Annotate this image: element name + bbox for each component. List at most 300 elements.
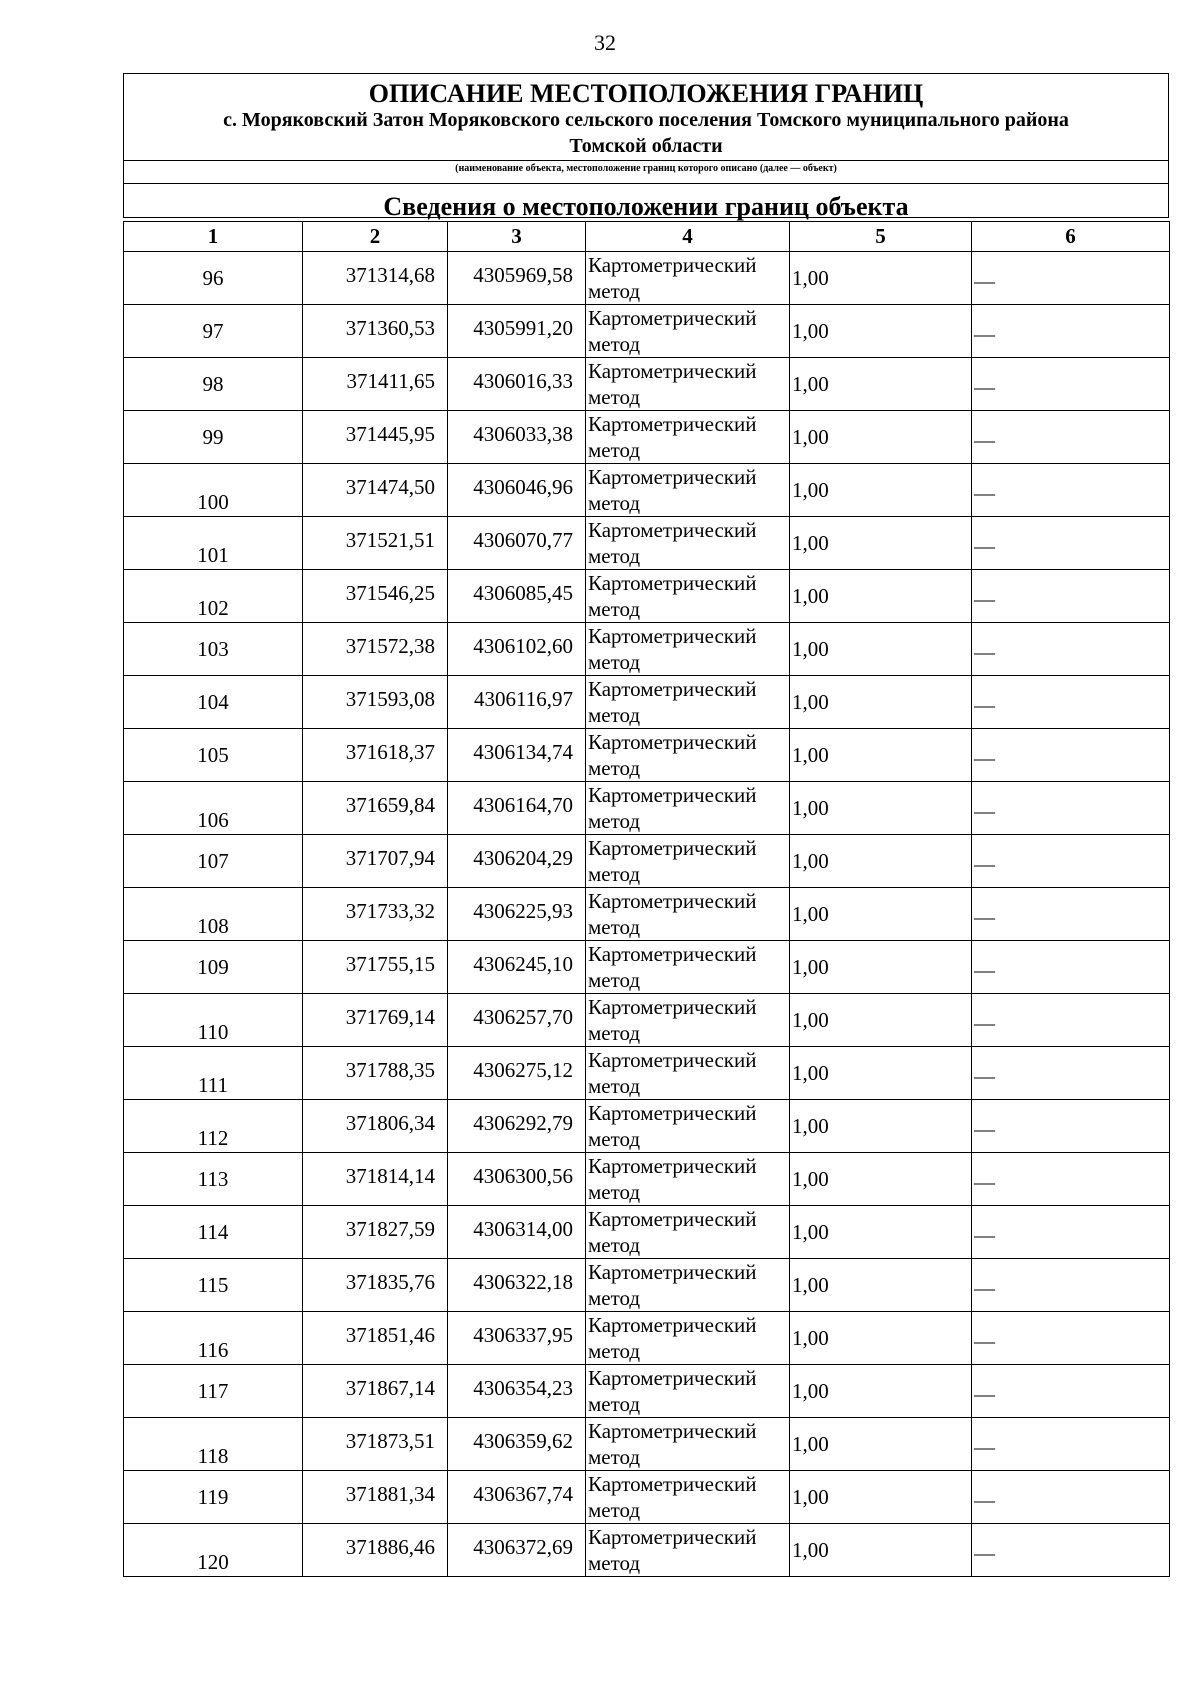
description-dash: — [974,958,995,982]
point-number: 111 [198,1072,228,1097]
point-number-cell [124,1418,303,1471]
accuracy-cell [790,1365,972,1418]
accuracy-cell [790,888,972,941]
coord-y-cell [448,1047,586,1100]
coord-y-cell [448,464,586,517]
point-number: 113 [197,1166,229,1191]
method-cell [586,1259,790,1312]
description-cell [972,1365,1170,1418]
description-dash: — [974,1276,995,1300]
method-cell [586,305,790,358]
point-number: 117 [197,1378,229,1403]
point-number: 104 [197,689,229,714]
table-row [124,1312,1170,1365]
accuracy-value: 1,00 [792,477,829,502]
method-line-1: Картометрический [588,1366,757,1390]
description-dash: — [974,905,995,929]
document-header [123,73,1169,221]
point-number: 96 [202,265,224,290]
method-line-1: Картометрический [588,1207,757,1231]
coord-y-cell [448,305,586,358]
coord-y: 4306102,60 [473,633,573,658]
accuracy-cell [790,1047,972,1100]
coord-y-cell [448,570,586,623]
method-cell [586,1365,790,1418]
method-line-2: метод [588,756,641,780]
coord-x-cell [303,1471,448,1524]
description-cell [972,1471,1170,1524]
document-title: ОПИСАНИЕ МЕСТОПОЛОЖЕНИЯ ГРАНИЦ [368,79,924,108]
method-cell [586,358,790,411]
description-dash: — [974,799,995,823]
accuracy-cell [790,305,972,358]
table-row [124,411,1170,464]
coord-x-cell [303,941,448,994]
description-dash: — [974,640,995,664]
coord-x: 371814,14 [345,1163,435,1188]
coord-y-cell [448,358,586,411]
method-line-2: метод [588,544,641,568]
coord-y-cell [448,1418,586,1471]
method-line-1: Картометрический [588,412,757,436]
coord-y-cell [448,888,586,941]
accuracy-cell [790,676,972,729]
column-header-6: 6 [972,222,1170,252]
accuracy-value: 1,00 [792,1378,829,1403]
method-cell [586,1206,790,1259]
method-line-1: Картометрический [588,1154,757,1178]
coord-x: 371521,51 [345,527,435,552]
coord-y: 4306275,12 [473,1057,573,1082]
method-line-1: Картометрический [588,889,757,913]
coord-x: 371360,53 [345,315,435,340]
coord-x-cell [303,782,448,835]
coord-y: 4306300,56 [473,1163,573,1188]
point-number: 115 [197,1272,229,1297]
accuracy-cell [790,835,972,888]
method-line-2: метод [588,279,641,303]
method-line-2: метод [588,438,641,462]
coord-y-cell [448,835,586,888]
coord-x-cell [303,729,448,782]
table-row [124,1100,1170,1153]
point-number-cell [124,676,303,729]
description-cell [972,1418,1170,1471]
method-line-1: Картометрический [588,571,757,595]
point-number: 110 [197,1019,229,1044]
description-cell [972,358,1170,411]
description-dash: — [974,1064,995,1088]
method-cell [586,835,790,888]
accuracy-value: 1,00 [792,1537,829,1562]
method-cell [586,1524,790,1577]
coord-x-cell [303,464,448,517]
coord-x-cell [303,1524,448,1577]
table-row [124,1365,1170,1418]
column-header-1: 1 [124,222,303,252]
description-dash: — [974,693,995,717]
method-line-2: метод [588,385,641,409]
description-dash: — [974,269,995,293]
accuracy-value: 1,00 [792,901,829,926]
coord-x: 371806,34 [345,1110,435,1135]
table-row [124,835,1170,888]
accuracy-cell [790,1153,972,1206]
description-cell [972,1312,1170,1365]
coord-y: 4306292,79 [473,1110,573,1135]
table-row [124,1524,1170,1577]
description-dash: — [974,1329,995,1353]
description-cell [972,252,1170,305]
description-dash: — [974,481,995,505]
table-row [124,1471,1170,1524]
method-line-1: Картометрический [588,306,757,330]
column-header-3: 3 [448,222,586,252]
accuracy-value: 1,00 [792,848,829,873]
accuracy-value: 1,00 [792,1166,829,1191]
method-cell [586,888,790,941]
method-line-2: метод [588,597,641,621]
description-cell [972,1100,1170,1153]
table-row [124,676,1170,729]
coord-x: 371593,08 [345,686,435,711]
coord-y-cell [448,1365,586,1418]
table-row [124,1418,1170,1471]
method-cell [586,782,790,835]
method-line-2: метод [588,1074,641,1098]
point-number-cell [124,358,303,411]
table-body [124,252,1170,1577]
section-title: Сведения о местоположении границ объекта [124,183,1168,218]
method-line-1: Картометрический [588,253,757,277]
description-cell [972,941,1170,994]
coord-x: 371755,15 [345,951,435,976]
object-name-line-2: Томской области [569,135,723,157]
description-cell [972,1206,1170,1259]
accuracy-cell [790,941,972,994]
coord-y-cell [448,941,586,994]
accuracy-cell [790,623,972,676]
description-dash: — [974,534,995,558]
method-line-1: Картометрический [588,1101,757,1125]
description-cell [972,1524,1170,1577]
point-number-cell [124,835,303,888]
coord-y-cell [448,994,586,1047]
point-number-cell [124,1471,303,1524]
coord-y: 4306016,33 [473,368,573,393]
method-line-2: метод [588,332,641,356]
coord-x: 371769,14 [345,1004,435,1029]
coord-y: 4306134,74 [473,739,573,764]
coord-y-cell [448,782,586,835]
accuracy-value: 1,00 [792,1272,829,1297]
accuracy-cell [790,729,972,782]
point-number: 100 [197,489,229,514]
accuracy-cell [790,1100,972,1153]
accuracy-cell [790,994,972,1047]
coord-y: 4306033,38 [473,421,573,446]
table-row [124,1206,1170,1259]
accuracy-cell [790,1259,972,1312]
method-line-1: Картометрический [588,677,757,701]
description-dash: — [974,1011,995,1035]
coord-y: 4306085,45 [473,580,573,605]
coord-x: 371886,46 [345,1534,435,1559]
coord-x-cell [303,1312,448,1365]
point-number-cell [124,1524,303,1577]
coord-y-cell [448,1206,586,1259]
method-line-1: Картометрический [588,783,757,807]
accuracy-value: 1,00 [792,1113,829,1138]
accuracy-cell [790,1418,972,1471]
method-line-1: Картометрический [588,1048,757,1072]
column-header-4: 4 [586,222,790,252]
description-cell [972,782,1170,835]
method-cell [586,1047,790,1100]
description-dash: — [974,1435,995,1459]
coord-y: 4306070,77 [473,527,573,552]
point-number-cell [124,464,303,517]
method-cell [586,1153,790,1206]
point-number-cell [124,994,303,1047]
object-name-line-1: с. Моряковский Затон Моряковского сельского поселения Томского муниципального района [223,109,1069,131]
coord-y-cell [448,1471,586,1524]
table-row [124,358,1170,411]
coord-x-cell [303,1100,448,1153]
method-line-2: метод [588,1339,641,1363]
method-line-1: Картометрический [588,836,757,860]
point-number: 116 [197,1337,229,1362]
accuracy-value: 1,00 [792,1431,829,1456]
description-dash: — [974,322,995,346]
method-cell [586,729,790,782]
method-line-1: Картометрический [588,730,757,754]
accuracy-value: 1,00 [792,636,829,661]
point-number-cell [124,782,303,835]
method-line-2: метод [588,1021,641,1045]
point-number: 108 [197,913,229,938]
method-line-2: метод [588,703,641,727]
description-cell [972,1047,1170,1100]
accuracy-value: 1,00 [792,954,829,979]
accuracy-value: 1,00 [792,530,829,555]
method-line-2: метод [588,968,641,992]
method-line-1: Картометрический [588,359,757,383]
point-number: 97 [202,318,224,343]
method-cell [586,676,790,729]
point-number: 114 [197,1219,229,1244]
description-cell [972,517,1170,570]
description-dash: — [974,1382,995,1406]
coord-x: 371835,76 [345,1269,435,1294]
method-line-1: Картометрический [588,1472,757,1496]
point-number: 112 [197,1125,229,1150]
method-cell [586,464,790,517]
point-number: 103 [197,636,229,661]
point-number-cell [124,1100,303,1153]
point-number-cell [124,1047,303,1100]
coord-y: 4306046,96 [473,474,573,499]
method-line-1: Картометрический [588,1419,757,1443]
method-cell [586,941,790,994]
point-number: 105 [197,742,229,767]
coord-x: 371314,68 [345,262,435,287]
coord-y-cell [448,729,586,782]
table-row [124,517,1170,570]
description-dash: — [974,746,995,770]
point-number: 107 [197,848,229,873]
accuracy-cell [790,464,972,517]
coord-y: 4306245,10 [473,951,573,976]
description-cell [972,1259,1170,1312]
coord-x-cell [303,411,448,464]
method-line-2: метод [588,491,641,515]
coord-y-cell [448,1524,586,1577]
coord-x: 371546,25 [345,580,435,605]
accuracy-value: 1,00 [792,1219,829,1244]
accuracy-cell [790,782,972,835]
coord-x: 371445,95 [345,421,435,446]
method-line-2: метод [588,1286,641,1310]
accuracy-cell [790,411,972,464]
table-row [124,252,1170,305]
coord-x: 371474,50 [345,474,435,499]
method-line-2: метод [588,650,641,674]
table-row [124,464,1170,517]
description-cell [972,729,1170,782]
coord-y: 4306314,00 [473,1216,573,1241]
method-line-2: метод [588,1551,641,1575]
table-row [124,1047,1170,1100]
coord-y: 4305969,58 [473,262,573,287]
coord-y-cell [448,1259,586,1312]
accuracy-value: 1,00 [792,795,829,820]
coord-x-cell [303,1153,448,1206]
coord-x: 371707,94 [345,845,435,870]
method-line-2: метод [588,1498,641,1522]
point-number: 101 [197,542,229,567]
coord-x-cell [303,517,448,570]
point-number: 106 [197,807,229,832]
coord-x: 371827,59 [345,1216,435,1241]
table-row [124,941,1170,994]
point-number: 98 [202,371,224,396]
table-row [124,570,1170,623]
method-line-1: Картометрический [588,1260,757,1284]
description-cell [972,464,1170,517]
description-dash: — [974,428,995,452]
point-number-cell [124,1365,303,1418]
coord-x: 371733,32 [345,898,435,923]
accuracy-value: 1,00 [792,583,829,608]
description-cell [972,305,1170,358]
method-line-1: Картометрический [588,995,757,1019]
method-line-1: Картометрический [588,1313,757,1337]
coord-y: 4306225,93 [473,898,573,923]
coord-y-cell [448,1100,586,1153]
point-number-cell [124,941,303,994]
coord-x-cell [303,676,448,729]
table-row [124,1153,1170,1206]
column-header-2: 2 [303,222,448,252]
accuracy-cell [790,570,972,623]
method-cell [586,1471,790,1524]
coord-x: 371851,46 [345,1322,435,1347]
method-cell [586,1312,790,1365]
coord-x: 371659,84 [345,792,435,817]
accuracy-cell [790,358,972,411]
accuracy-value: 1,00 [792,318,829,343]
method-line-2: метод [588,1445,641,1469]
method-line-2: метод [588,1233,641,1257]
point-number-cell [124,252,303,305]
accuracy-value: 1,00 [792,1007,829,1032]
accuracy-cell [790,1524,972,1577]
point-number: 109 [197,954,229,979]
coord-x: 371867,14 [345,1375,435,1400]
coord-x-cell [303,1418,448,1471]
description-cell [972,676,1170,729]
coord-x-cell [303,252,448,305]
coord-y: 4306337,95 [473,1322,573,1347]
method-cell [586,252,790,305]
method-line-2: метод [588,1180,641,1204]
table-row [124,888,1170,941]
coord-y: 4306354,23 [473,1375,573,1400]
method-line-1: Картометрический [588,942,757,966]
description-dash: — [974,1223,995,1247]
accuracy-cell [790,252,972,305]
method-line-2: метод [588,1392,641,1416]
method-line-2: метод [588,809,641,833]
method-cell [586,994,790,1047]
description-cell [972,623,1170,676]
coord-x-cell [303,994,448,1047]
description-dash: — [974,587,995,611]
coord-y-cell [448,676,586,729]
accuracy-cell [790,1312,972,1365]
description-dash: — [974,1170,995,1194]
accuracy-value: 1,00 [792,689,829,714]
description-cell [972,888,1170,941]
accuracy-value: 1,00 [792,265,829,290]
coord-x-cell [303,305,448,358]
page-number: 32 [594,30,616,55]
coord-x-cell [303,623,448,676]
point-number-cell [124,1259,303,1312]
table-row [124,994,1170,1047]
coord-y-cell [448,1153,586,1206]
method-cell [586,1100,790,1153]
coord-x-cell [303,1047,448,1100]
coord-x: 371572,38 [345,633,435,658]
description-cell [972,835,1170,888]
point-number-cell [124,1312,303,1365]
point-number: 120 [197,1549,229,1574]
coord-x: 371788,35 [345,1057,435,1082]
description-dash: — [974,1488,995,1512]
method-line-1: Картометрический [588,518,757,542]
method-line-2: метод [588,862,641,886]
accuracy-value: 1,00 [792,371,829,396]
column-number-row [124,222,1170,252]
table-row [124,305,1170,358]
description-cell [972,570,1170,623]
coord-y: 4306204,29 [473,845,573,870]
coord-x: 371411,65 [346,368,435,393]
coord-y: 4306164,70 [473,792,573,817]
method-line-2: метод [588,1127,641,1151]
